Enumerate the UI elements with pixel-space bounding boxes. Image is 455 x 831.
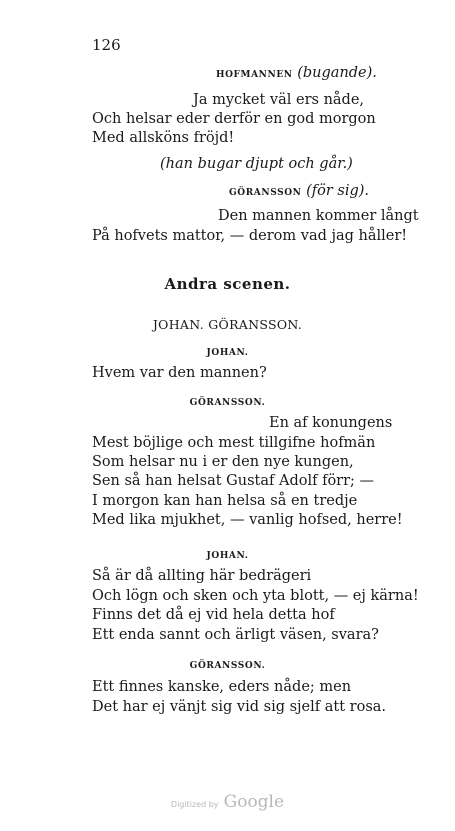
- verse-line: Ett enda sannt och ärligt väsen, svara?: [92, 627, 379, 643]
- verse-line: En af konungens: [269, 415, 393, 431]
- verse-line: Som helsar nu i er den nye kungen,: [92, 454, 354, 470]
- verse-line: Sen så han helsat Gustaf Adolf förr; —: [92, 473, 375, 489]
- google-logo: Google: [223, 792, 285, 812]
- verse-line: Den mannen kommer långt: [218, 208, 419, 224]
- verse-line: Ja mycket väl ers nåde,: [193, 92, 365, 108]
- verse-line: Hvem var den mannen?: [92, 365, 267, 381]
- verse-line: Så är då allting här bedrägeri: [92, 568, 312, 584]
- watermark-prefix: Digitized by: [170, 800, 219, 809]
- scene-heading: Andra scenen.: [164, 275, 291, 293]
- verse-line: Det har ej vänjt sig vid sig sjelf att rosa.: [92, 699, 387, 715]
- speaker-name: JOHAN.: [206, 551, 249, 561]
- speaker-name: GÖRANSSON.: [189, 661, 266, 671]
- speaker-name: JOHAN.: [206, 348, 249, 358]
- verse-line: Ett finnes kanske, eders nåde; men: [92, 679, 352, 695]
- speaker-name: GÖRANSSON.: [189, 398, 266, 408]
- cast-list: JOHAN. GÖRANSSON.: [152, 317, 303, 332]
- verse-line: Med allsköns fröjd!: [92, 130, 235, 146]
- stage-direction: (för sig).: [306, 183, 370, 199]
- digitized-watermark: [0, 792, 455, 812]
- speaker-line: [216, 64, 377, 84]
- page-number: 126: [92, 36, 121, 54]
- verse-line: I morgon kan han helsa så en tredje: [92, 493, 358, 509]
- stage-direction: (han bugar djupt och går.): [160, 156, 353, 172]
- verse-line: Och helsar eder derför en god morgon: [92, 111, 376, 127]
- speaker-name: GÖRANSSON: [229, 188, 302, 198]
- speaker-line: [229, 182, 369, 202]
- verse-line: Med lika mjukhet, — vanlig hofsed, herre!: [92, 512, 403, 528]
- verse-line: På hofvets mattor, — derom vad jag håller!: [92, 228, 408, 244]
- stage-direction: (bugande).: [297, 65, 377, 81]
- verse-line: Och lögn och sken och yta blott, — ej kärna!: [92, 588, 419, 604]
- verse-line: Finns det då ej vid hela detta hof: [92, 607, 335, 623]
- verse-line: Mest böjlige och mest tillgifne hofmän: [92, 435, 376, 451]
- speaker-name: HOFMANNEN: [216, 70, 293, 80]
